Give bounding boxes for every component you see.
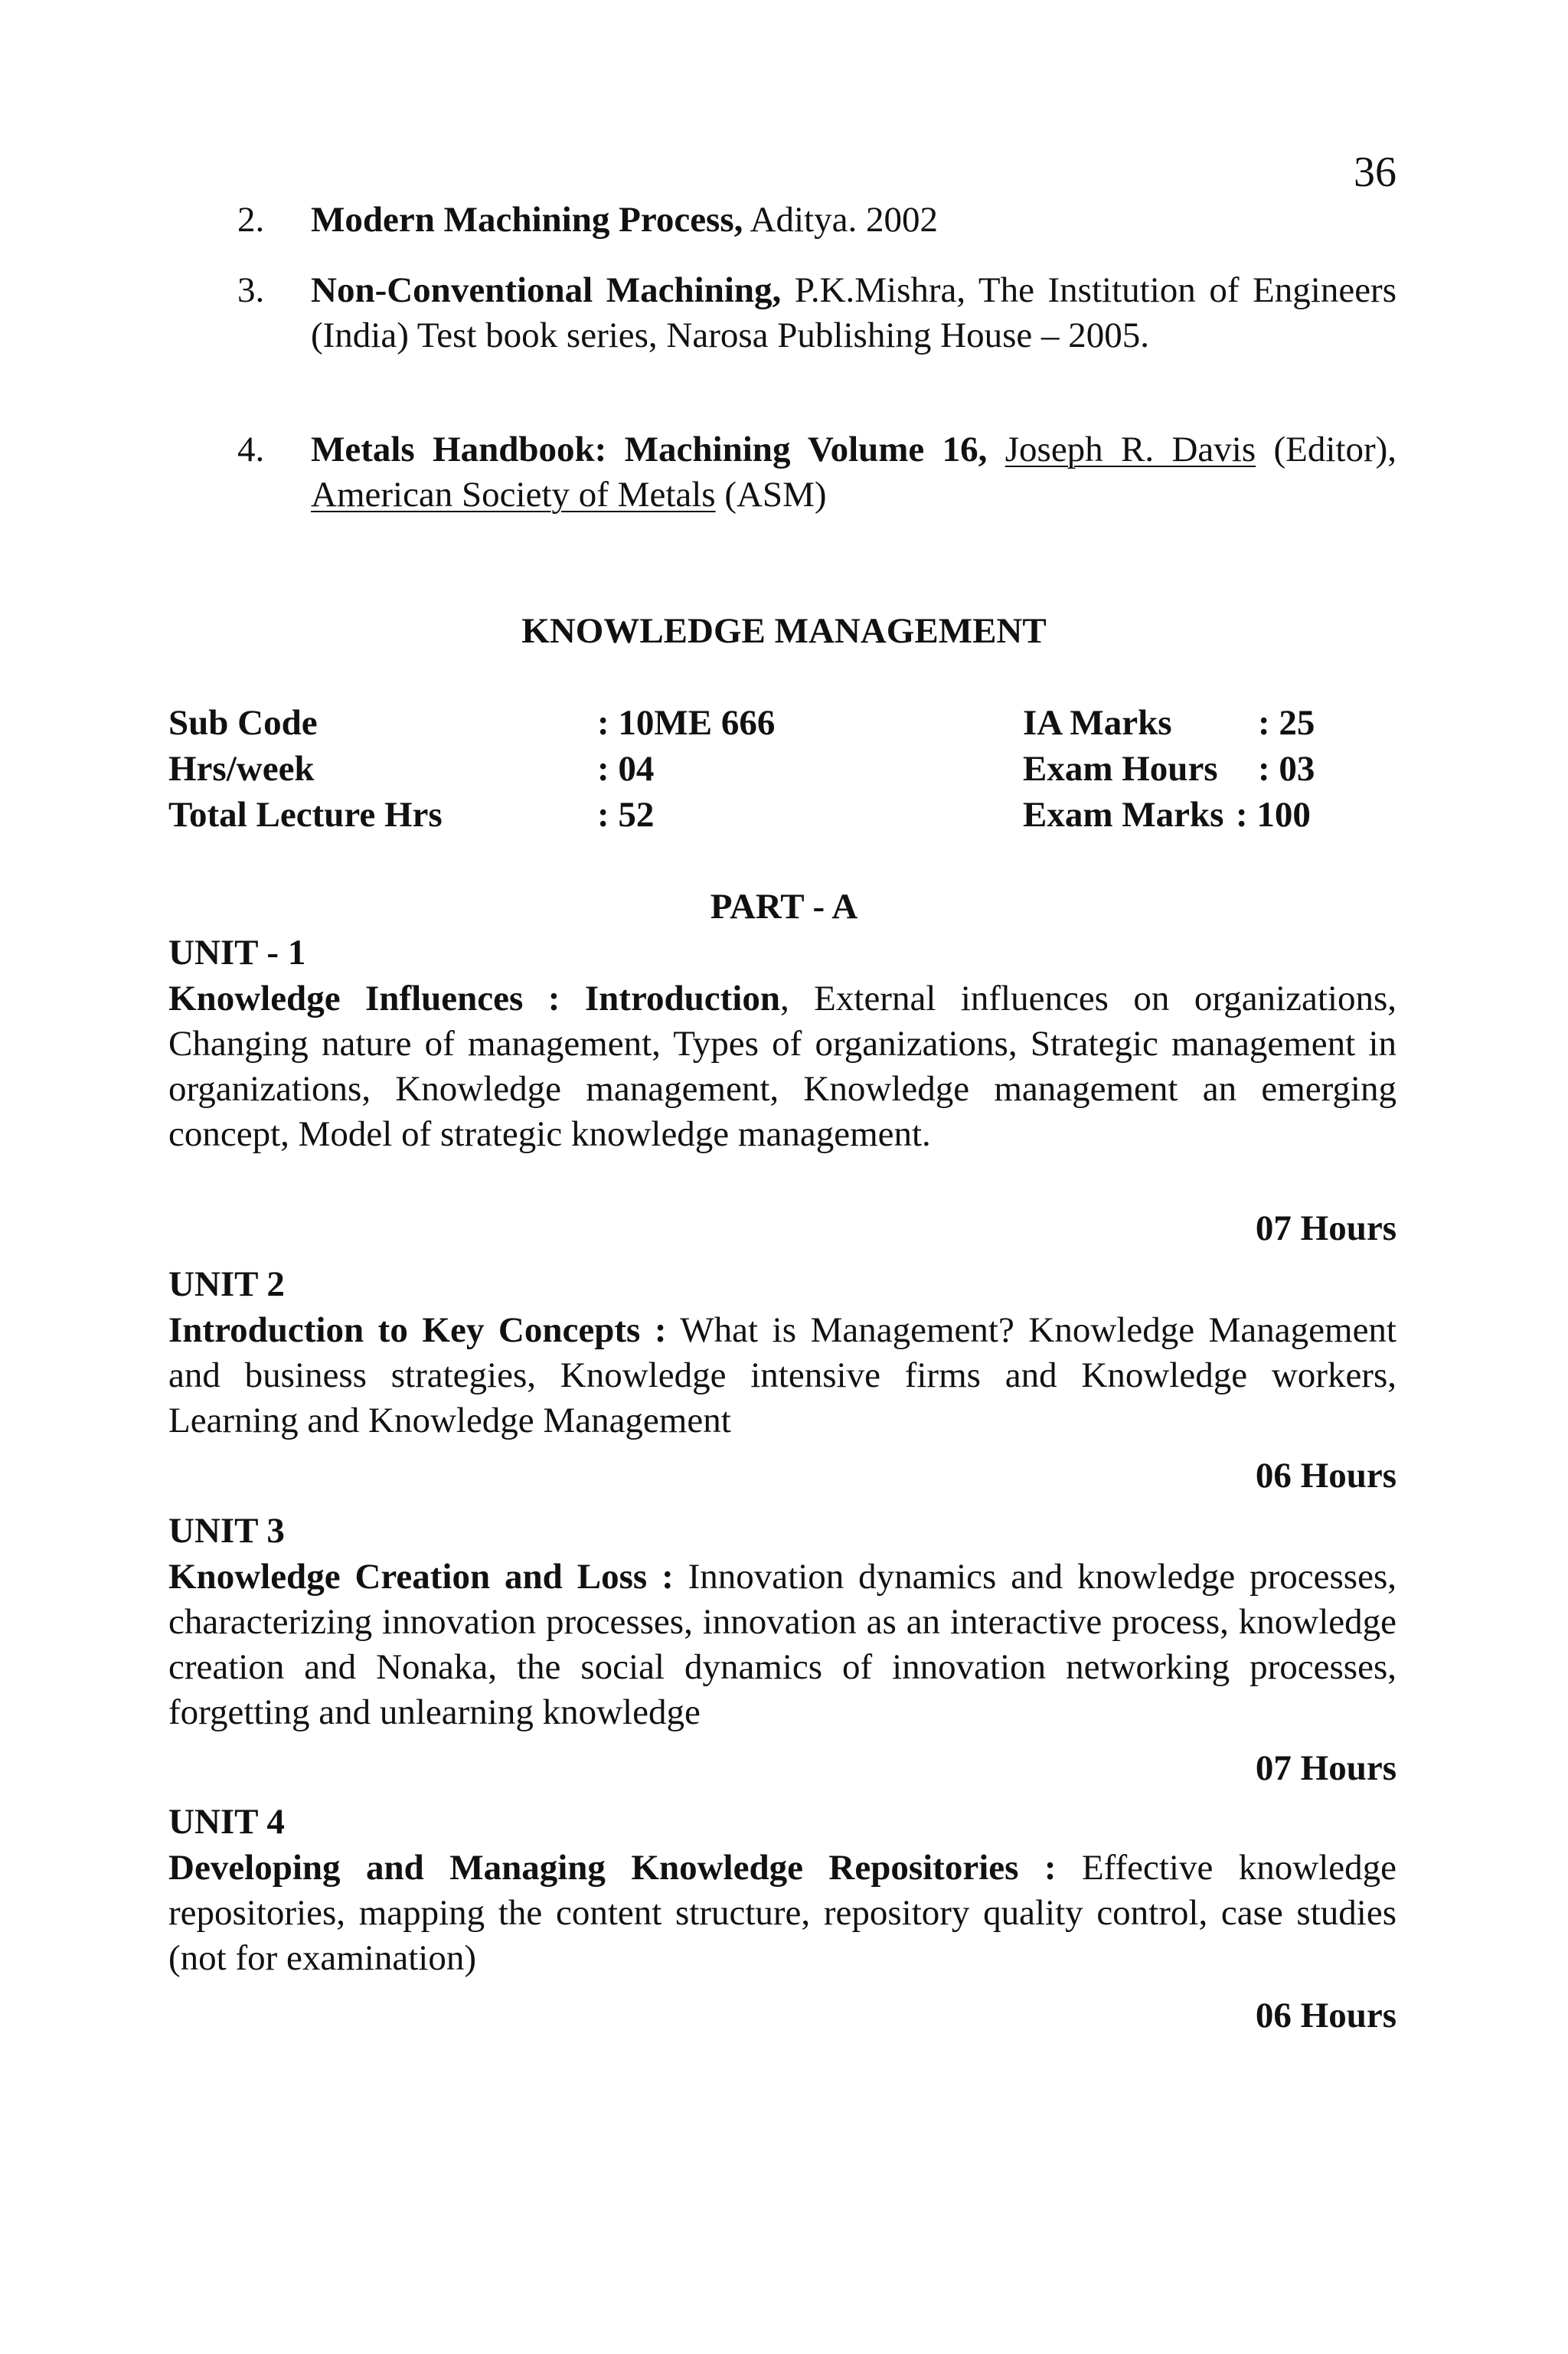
hrs-week-value: : 04 (597, 749, 655, 789)
unit-heading: UNIT 3 (168, 1511, 285, 1551)
reference-title: Metals Handbook: Machining Volume 16, (311, 430, 988, 469)
sub-code-label: Sub Code (168, 703, 318, 743)
total-lecture-hrs-label: Total Lecture Hrs (168, 795, 443, 835)
reference-item (0, 268, 1568, 406)
course-title: KNOWLEDGE MANAGEMENT (521, 611, 1047, 651)
reference-details: Aditya. 2002 (743, 200, 938, 240)
unit-content (168, 1555, 1396, 1735)
unit-hours: 06 Hours (1255, 1996, 1396, 2035)
reference-title: Modern Machining Process, (311, 200, 743, 240)
author-link[interactable]: Joseph R. Davis (1004, 430, 1256, 469)
exam-hours-label: Exam Hours (1023, 749, 1218, 789)
unit-topic: Introduction to Key Concepts : (168, 1310, 667, 1350)
unit-content (168, 1308, 1396, 1443)
unit-content (168, 1846, 1396, 1981)
unit-hours: 06 Hours (1255, 1456, 1396, 1496)
unit-hours: 07 Hours (1255, 1748, 1396, 1788)
unit-heading: UNIT 2 (168, 1264, 285, 1304)
reference-item (0, 198, 1568, 244)
publisher-link[interactable]: American Society of Metals (311, 475, 716, 515)
reference-details: (ASM) (715, 475, 827, 515)
reference-details: P.K.Mishra, The Institution of Engineers (India) Test book series, Narosa Publishing House – 2005. (311, 270, 1396, 355)
unit-text: Innovation dynamics and knowledge processes, characterizing innovation processes, innovation as an interactive process, knowledge creation and Nonaka, the social dynamics of innovation networking processes, forgetting and unlearning knowledge (168, 1557, 1396, 1732)
unit-topic: Knowledge Influences : Introduction (168, 979, 780, 1018)
total-lecture-hrs-value: : 52 (597, 795, 655, 835)
reference-number: 2. (237, 200, 265, 240)
unit-text: Effective knowledge repositories, mapping the content structure, repository quality control, case studies (not for examination) (168, 1848, 1396, 1978)
reference-number: 3. (237, 270, 265, 310)
hrs-week-label: Hrs/week (168, 749, 315, 789)
unit-text: , External influences on organizations, Changing nature of management, Types of organizations, Strategic management in organizations, Knowledge management, Knowledge management an emerging concept, Model of strategic knowledge management. (168, 979, 1396, 1154)
exam-marks-value: : 100 (1236, 795, 1311, 835)
unit-heading: UNIT 4 (168, 1802, 285, 1842)
reference-item (0, 427, 1568, 519)
sub-code-value: : 10ME 666 (597, 703, 776, 743)
reference-number: 4. (237, 430, 265, 469)
unit-heading: UNIT - 1 (168, 933, 306, 973)
page-number: 36 (1354, 149, 1396, 196)
unit-hours: 07 Hours (1255, 1208, 1396, 1248)
reference-details: (Editor), (1256, 430, 1397, 469)
reference-title: Non-Conventional Machining, (311, 270, 782, 310)
exam-hours-value: : 03 (1258, 749, 1315, 789)
ia-marks-value: : 25 (1258, 703, 1315, 743)
unit-topic: Knowledge Creation and Loss : (168, 1557, 674, 1597)
part-heading: PART - A (710, 887, 858, 927)
unit-text: What is Management? Knowledge Management and business strategies, Knowledge intensive firms and Knowledge workers, Learning and Knowledge Management (168, 1310, 1396, 1440)
exam-marks-label: Exam Marks (1023, 795, 1224, 835)
unit-content (168, 976, 1396, 1157)
unit-topic: Developing and Managing Knowledge Repositories : (168, 1848, 1057, 1888)
ia-marks-label: IA Marks (1023, 703, 1172, 743)
